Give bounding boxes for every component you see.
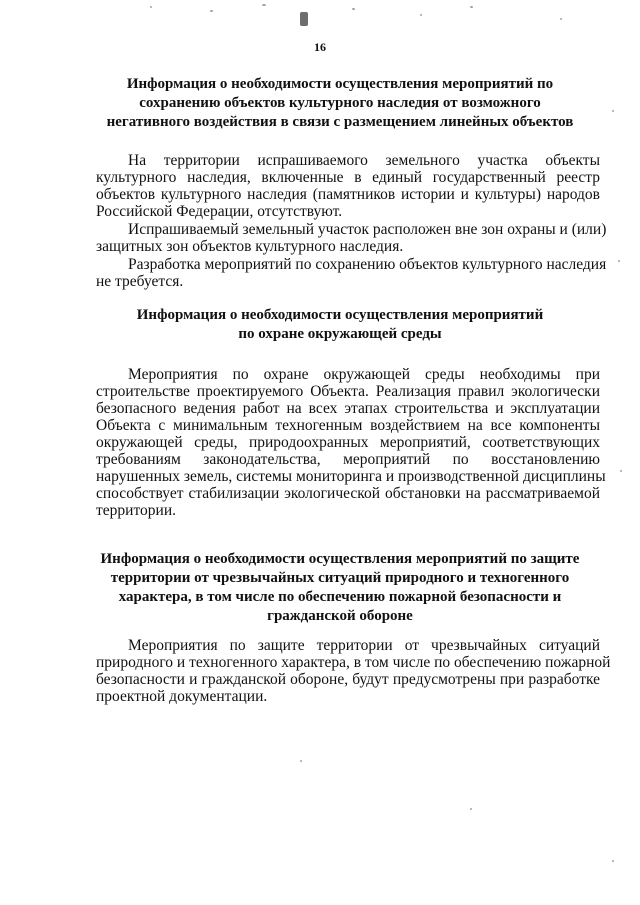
paragraph-line: объектов культурного наследия (памятников истории и культуры) народов [96,186,600,203]
paragraph-line: Объекта с минимальным техногенным воздействием на все компоненты [96,417,600,434]
paragraph-line: Мероприятия по защите территории от чрезвычайных ситуаций [128,637,600,654]
paragraph-line: не требуется. [96,273,184,290]
paragraph-line: нарушенных земель, системы мониторинга и производственной дисциплины [96,468,606,485]
heading-line: территории от чрезвычайных ситуаций природного и техногенного [110,570,570,586]
scan-speck [262,4,266,6]
paragraph-line: безопасности и гражданской обороне, будут предусмотрены при разработке [96,671,600,688]
section-heading-environment [90,306,590,344]
scan-speck [618,260,620,262]
paragraph-line: территории. [96,502,176,519]
page-number: 16 [314,40,326,54]
section-heading-emergency [90,550,590,626]
paragraph-line: Разработка мероприятий по сохранению объектов культурного наследия [128,256,607,273]
paragraph-environment-measures [96,366,606,519]
paragraph-line: Российской Федерации, отсутствуют. [96,203,343,220]
paragraph-line: требованиям законодательства, мероприятий по восстановлению [96,451,600,468]
scan-speck [150,6,152,8]
scan-speck [470,6,473,8]
scan-speck [352,8,355,10]
scan-speck [420,14,422,16]
heading-line: характера, в том числе по обеспечению пожарной безопасности и [118,589,562,605]
paragraph-line: способствует стабилизации экологической обстановки на рассматриваемой [96,485,600,502]
heading-line: негативного воздействия в связи с размещением линейных объектов [106,114,574,130]
paragraph-protection-zones [96,221,607,255]
paragraph-heritage-absent [96,152,600,220]
paragraph-line: строительстве проектируемого Объекта. Реализация правил экологически [96,383,600,400]
paragraph-line: защитных зон объектов культурного наследия. [96,238,404,255]
scan-speck [560,18,562,20]
scan-speck [470,808,472,810]
paragraph-line: проектной документации. [96,688,268,705]
paragraph-line: культурного наследия, включенные в единый государственный реестр [96,169,600,186]
heading-line: гражданской обороне [267,608,413,624]
paragraph-measures-not-required [96,256,607,290]
paragraph-line: Испрашиваемый земельный участок расположен вне зон охраны и (или) [128,221,607,238]
scan-speck [612,860,614,862]
paragraph-line: безопасного ведения работ на всех этапах строительства и эксплуатации [96,400,600,417]
section-heading-cultural-heritage [90,75,590,132]
paragraph-emergency-measures [96,637,611,705]
heading-line: Информация о необходимости осуществления мероприятий по [126,76,554,92]
paragraph-line: На территории испрашиваемого земельного участка объекты [128,152,600,169]
scan-speck [612,110,614,112]
paragraph-line: окружающей среды, природоохранных мероприятий, соответствующих [96,434,600,451]
paragraph-line: Мероприятия по охране окружающей среды необходимы при [128,366,600,383]
scan-speck [210,10,213,12]
scan-speck [300,760,302,762]
paragraph-line: природного и техногенного характера, в том числе по обеспечению пожарной [96,654,611,671]
scan-mark [300,12,308,26]
heading-line: Информация о необходимости осуществления мероприятий по защите [100,551,580,567]
heading-line: Информация о необходимости осуществления мероприятий [136,307,544,323]
scan-speck [620,470,622,472]
heading-line: по охране окружающей среды [238,326,442,342]
heading-line: сохранению объектов культурного наследия от возможного [139,95,541,111]
